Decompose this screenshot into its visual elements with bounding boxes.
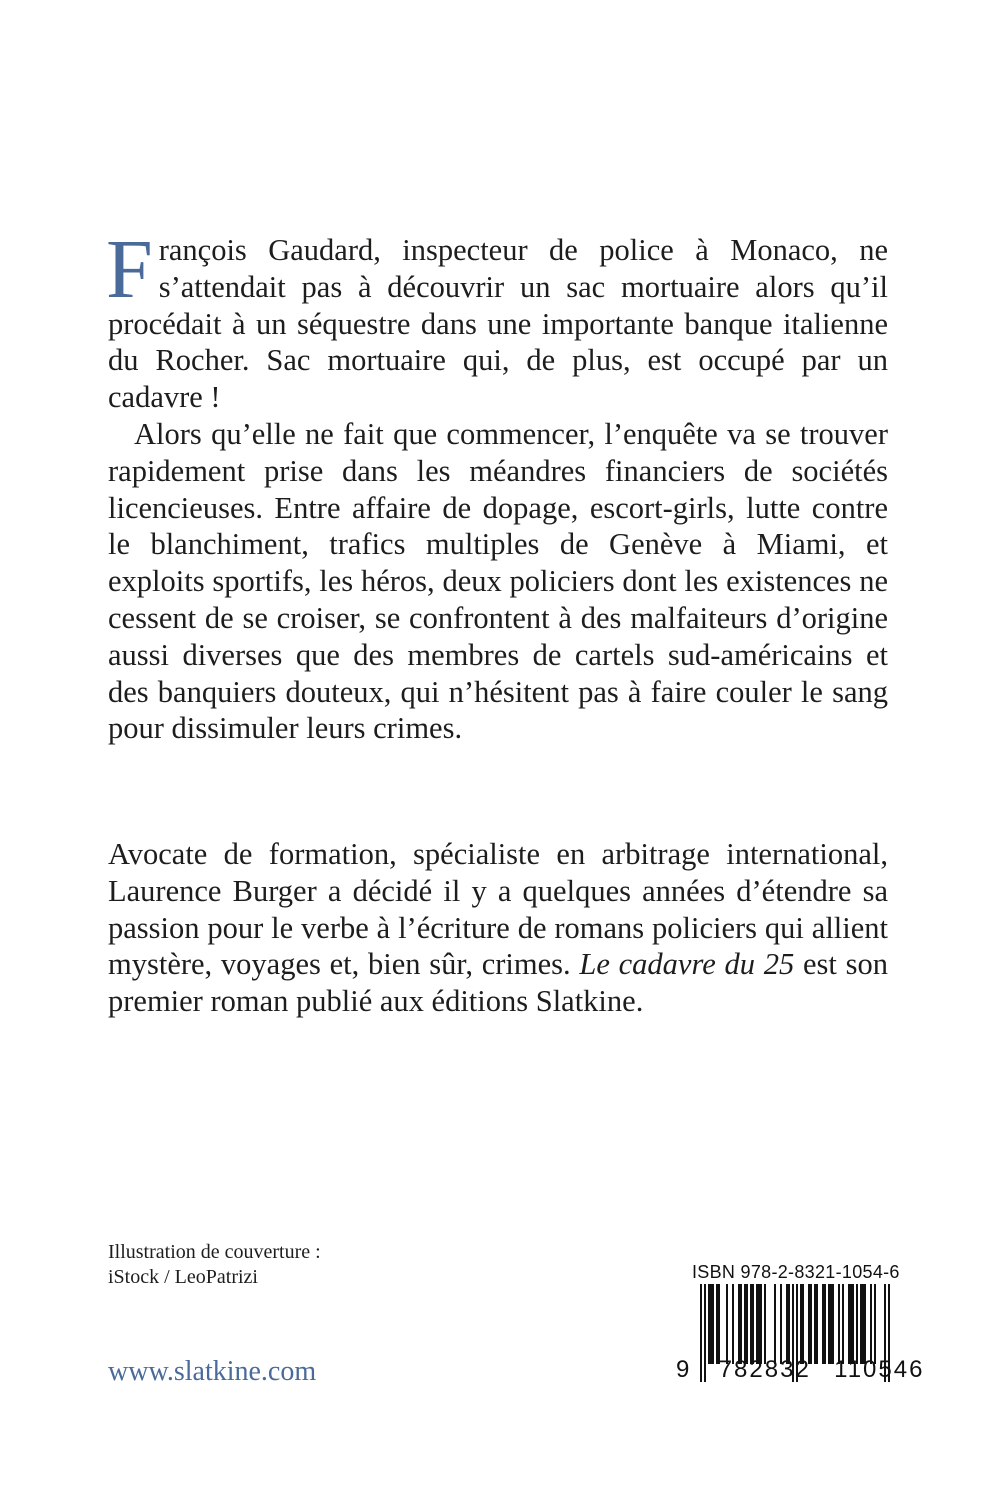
barcode-bar	[788, 1284, 790, 1364]
barcode-bar	[830, 1284, 832, 1364]
barcode-bar	[828, 1284, 830, 1364]
barcode-bar	[822, 1284, 824, 1364]
barcode-digit-first: 9	[676, 1356, 690, 1383]
barcode-bar	[780, 1284, 782, 1364]
blurb-paragraph-1	[106, 223, 888, 416]
barcode-bar	[850, 1284, 852, 1364]
barcode-bar	[832, 1284, 834, 1364]
drop-cap: F	[106, 223, 153, 316]
isbn-label: ISBN 978-2-8321-1054-6	[692, 1262, 900, 1282]
illustration-credit	[108, 1240, 321, 1290]
barcode-bar	[860, 1284, 862, 1364]
barcode-digits-left: 782832	[718, 1356, 811, 1383]
bio-text-start: Avocate de formation, spécialiste en arbitrage international, Laurence Burger a décidé il y a quelques années d’étendre sa passion pour le verbe à l’écriture de romans policiers qui allient mystère, voyages et, bien sûr, crimes.	[108, 837, 888, 982]
barcode-bar	[774, 1284, 776, 1364]
barcode-bar	[712, 1284, 714, 1364]
barcode-bar	[824, 1284, 826, 1364]
barcode-bar	[708, 1284, 710, 1364]
barcode-digits-right: 110546	[834, 1356, 925, 1383]
barcode-bar	[814, 1284, 816, 1364]
barcode-bar	[764, 1284, 766, 1364]
barcode-bar	[746, 1284, 748, 1364]
author-bio	[108, 836, 888, 1020]
barcode-bar	[744, 1284, 746, 1364]
barcode-bar	[726, 1284, 728, 1364]
barcode-bar	[740, 1284, 742, 1364]
barcode-bar	[786, 1284, 788, 1364]
isbn-barcode-block	[676, 1262, 925, 1390]
barcode-bar	[760, 1284, 762, 1364]
barcode-bar	[862, 1284, 864, 1364]
barcode-bar	[750, 1284, 752, 1364]
barcode-bar	[732, 1284, 734, 1364]
back-cover-blurb	[106, 223, 888, 747]
credit-line-1: Illustration de couverture :	[108, 1241, 321, 1263]
barcode-bar	[816, 1284, 818, 1364]
barcode-digits	[676, 1356, 924, 1384]
barcode-bar	[874, 1284, 876, 1364]
barcode-bar	[752, 1284, 754, 1364]
publisher-website[interactable]: www.slatkine.com	[108, 1356, 317, 1387]
book-title: Le cadavre du 25	[579, 947, 795, 982]
author-bio-text	[108, 836, 888, 1020]
barcode-bar	[718, 1284, 720, 1364]
barcode-bar	[870, 1284, 872, 1364]
barcode-bar	[716, 1284, 718, 1364]
barcode-bar	[710, 1284, 712, 1364]
barcode-bar	[800, 1284, 802, 1364]
barcode-bar	[756, 1284, 758, 1364]
barcode-bar	[810, 1284, 812, 1364]
credit-line-2: iStock / LeoPatrizi	[108, 1266, 258, 1288]
barcode-bar	[856, 1284, 858, 1364]
barcode-bar	[738, 1284, 740, 1364]
barcode-bar	[802, 1284, 804, 1364]
blurb-paragraph-1-text: rançois Gaudard, inspecteur de police à Monaco, ne s’attendait pas à découvrir un sac mortuaire alors qu’il procédait à un séquestre dans une importante banque italienne du Rocher. Sac mortuaire qui, de plus, est occupé par un cadavre !	[108, 233, 888, 415]
blurb-paragraph-2: Alors qu’elle ne fait que commencer, l’enquête va se trouver rapidement prise dans les méandres financiers de sociétés licencieuses. Entre affaire de dopage, escort-girls, lutte contre le blanchiment, trafics multiples de Genève à Miami, et exploits sportifs, les héros, deux policiers dont les existences ne cessent de se croiser, se confrontent à des malfaiteurs d’origine aussi diverses que des membres de cartels sud-américains et des banquiers douteux, qui n’hésitent pas à faire couler le sang pour dissimuler leurs crimes.	[108, 416, 888, 746]
barcode-bar	[838, 1284, 840, 1364]
barcode-bar	[808, 1284, 810, 1364]
barcode-bar	[842, 1284, 844, 1364]
barcode-bar	[848, 1284, 850, 1364]
bio-text-end: est son premier roman publié aux éditions Slatkine.	[108, 947, 889, 1019]
barcode-bar	[852, 1284, 854, 1364]
barcode-bar	[758, 1284, 760, 1364]
barcode-bar	[864, 1284, 866, 1364]
